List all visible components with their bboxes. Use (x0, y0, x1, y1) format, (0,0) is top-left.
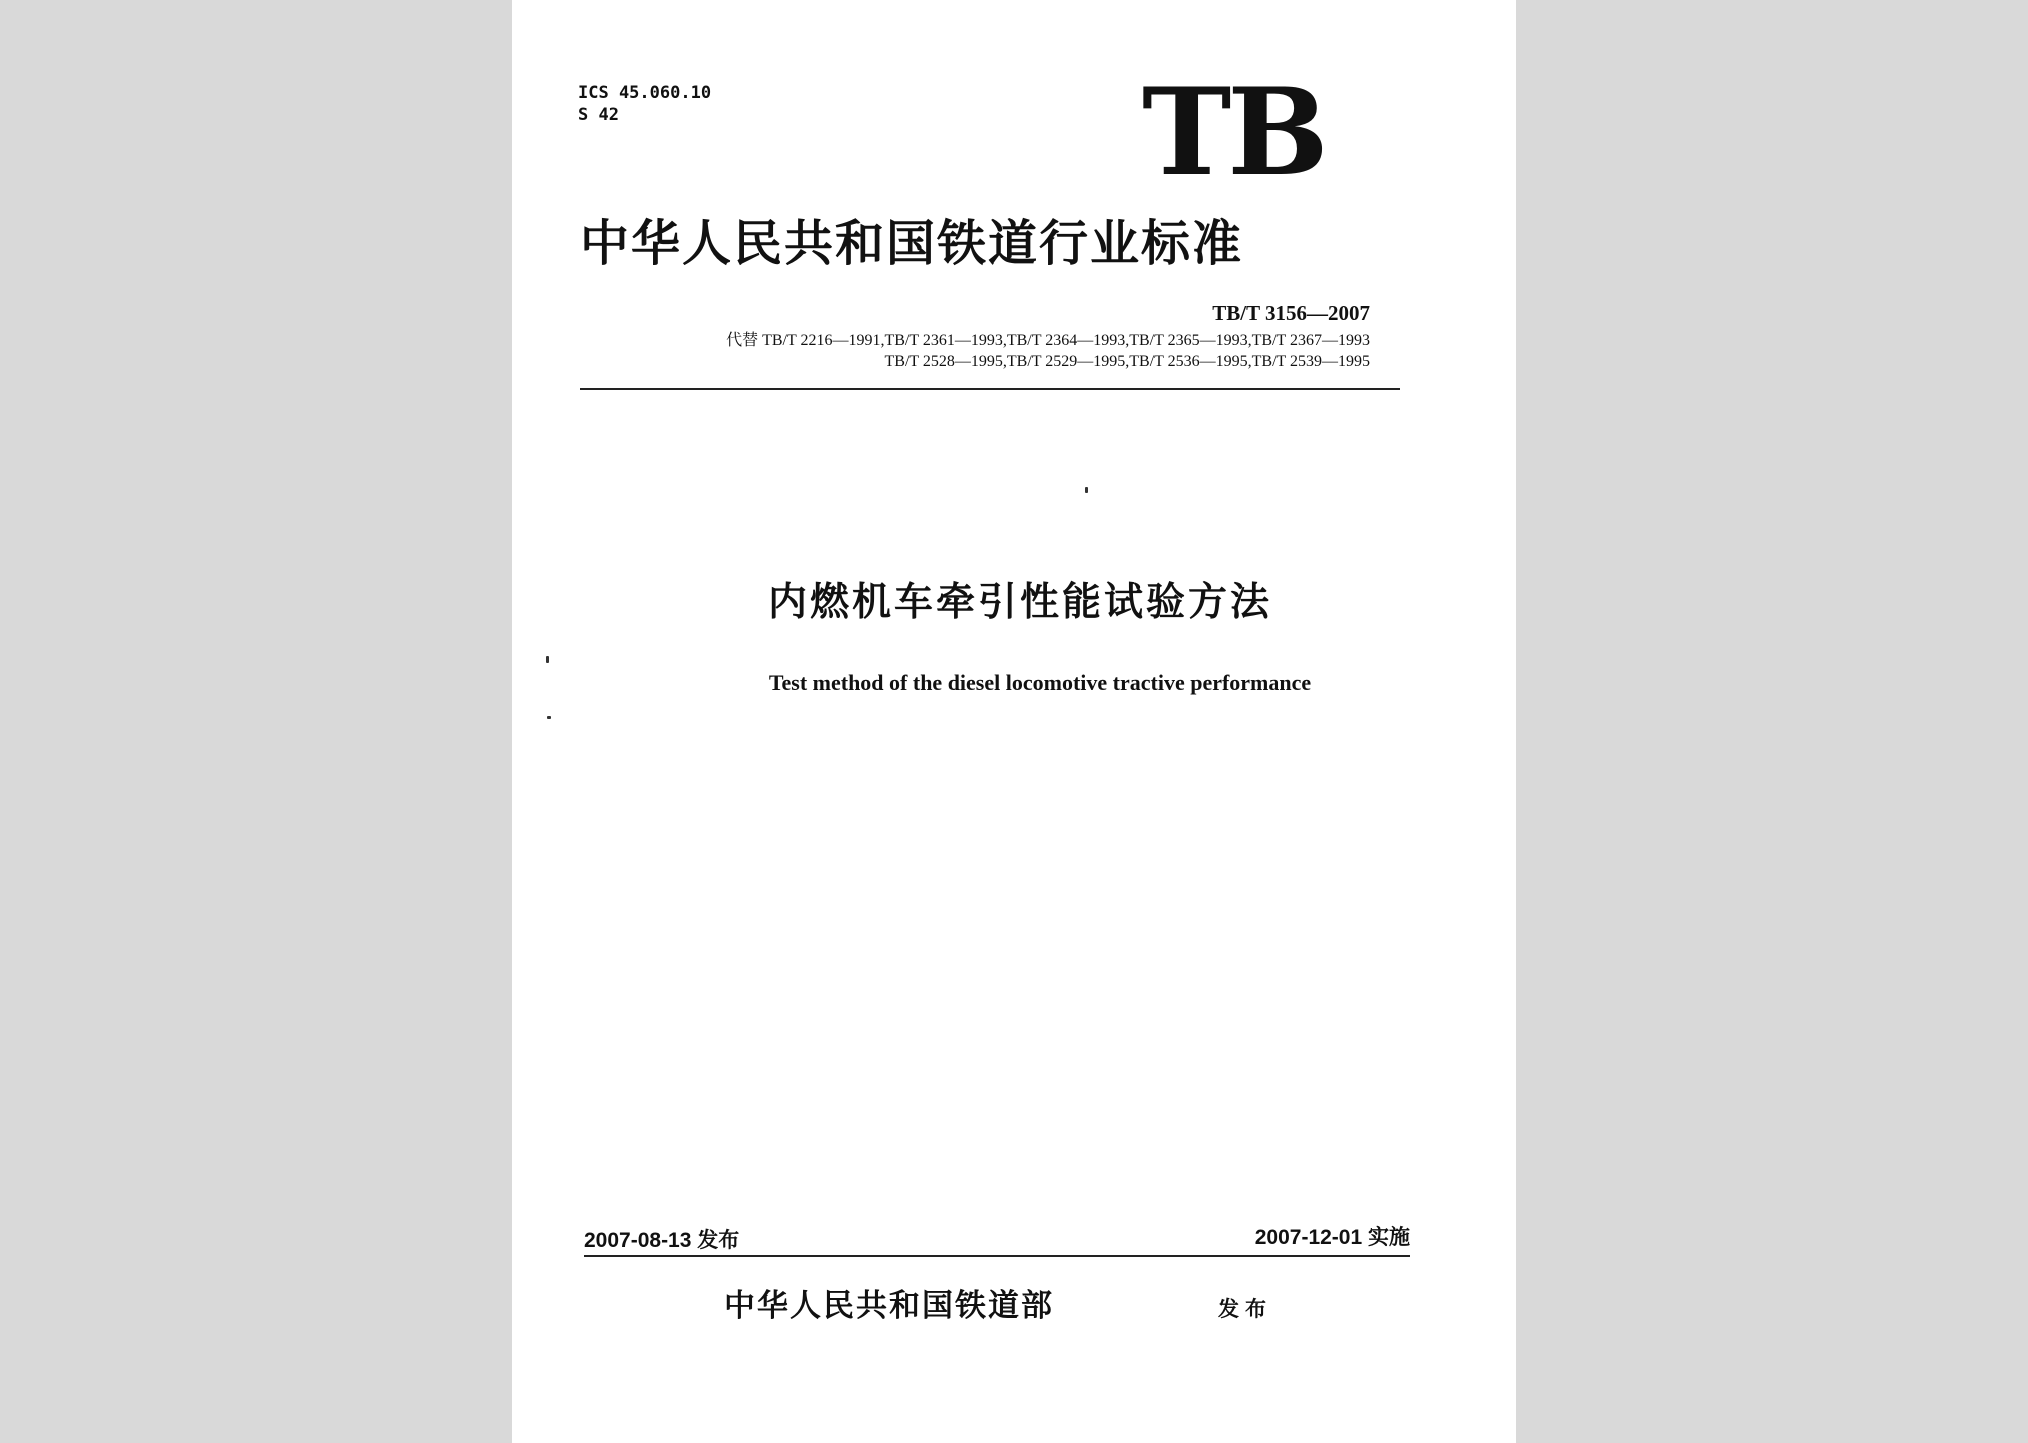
standard-class-code: S 42 (578, 105, 619, 125)
document-page (512, 0, 1516, 1443)
replaces-line-2: TB/T 2528—1995,TB/T 2529—1995,TB/T 2536—1995,TB/T 2539—1995 (884, 353, 1370, 370)
footer-rule (584, 1255, 1410, 1257)
scan-speck (1085, 487, 1088, 493)
replaces-block (726, 330, 1370, 372)
standard-number: TB/T 3156—2007 (1212, 301, 1370, 325)
issue-date: 2007-08-13 发布 (584, 1229, 740, 1252)
header-rule (580, 388, 1400, 390)
ics-code: ICS 45.060.10 (578, 83, 712, 103)
publish-label: 发布 (1218, 1297, 1272, 1321)
implementation-date: 2007-12-01 实施 (1254, 1226, 1410, 1249)
classification-block (578, 82, 711, 126)
scan-speck (547, 716, 551, 719)
standard-category-title: 中华人民共和国铁道行业标准 (580, 214, 1244, 272)
document-title-cn: 内燃机车牵引性能试验方法 (767, 580, 1272, 625)
publisher-name: 中华人民共和国铁道部 (724, 1288, 1054, 1324)
document-title-en: Test method of the diesel locomotive tractive performance (768, 670, 1312, 695)
replaces-line-1: 代替 TB/T 2216—1991,TB/T 2361—1993,TB/T 2364—1993,TB/T 2365—1993,TB/T 2367—1993 (726, 332, 1370, 349)
scan-speck (546, 656, 549, 663)
tb-logo: TB (1142, 62, 1325, 203)
